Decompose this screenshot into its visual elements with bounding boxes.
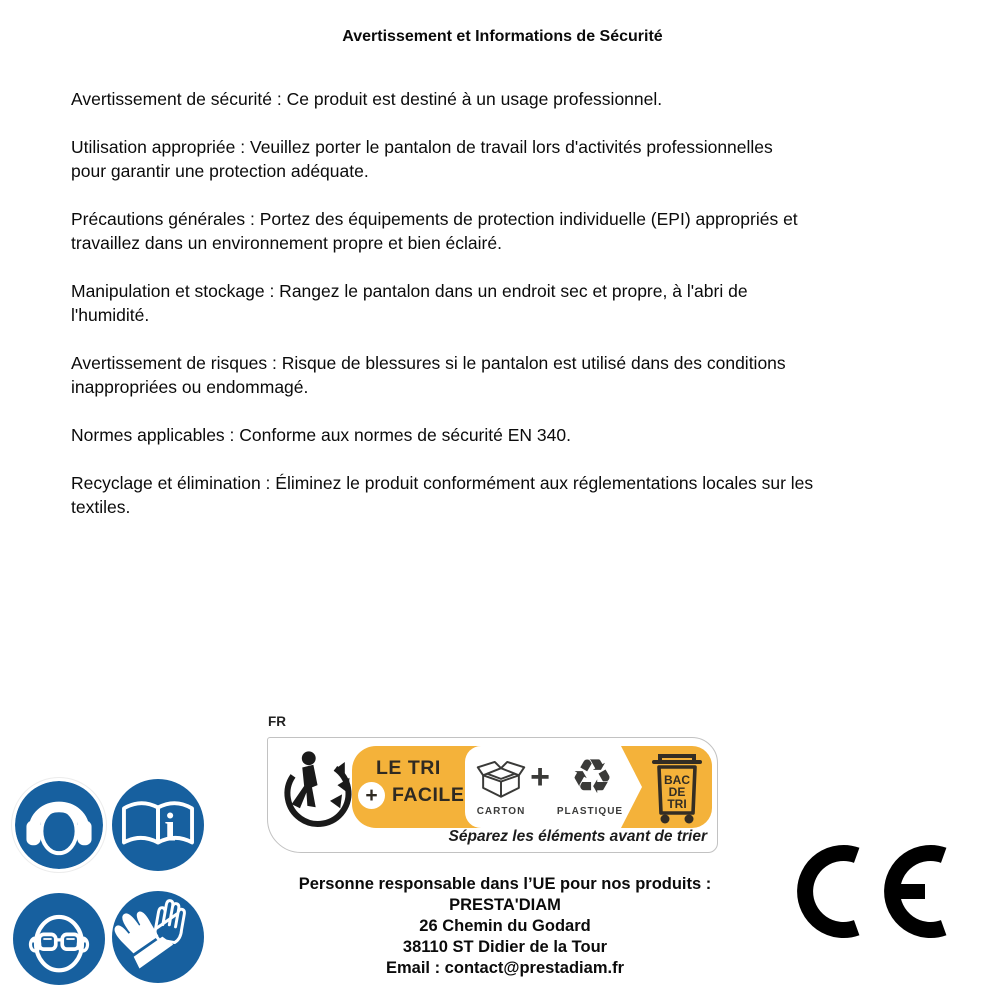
carton-box-icon	[476, 757, 526, 799]
ce-mark-logo	[797, 843, 947, 940]
paragraph-handling-storage	[71, 279, 1005, 327]
contact-email: Email : contact@prestadiam.fr	[386, 959, 624, 977]
carton-label: CARTON	[476, 806, 526, 817]
bin-text-line: BAC	[664, 773, 690, 787]
paragraph-line: Précautions générales : Portez des équipements de protection individuelle (EPI) appropriés et	[71, 209, 798, 229]
bin-text-line: DE	[668, 785, 686, 799]
contact-address-street: 26 Chemin du Godard	[419, 917, 591, 935]
paragraph-safety-warning	[71, 87, 1005, 111]
plus-circle-icon: +	[358, 782, 385, 809]
paragraph-line: l'humidité.	[71, 305, 150, 325]
paragraph-line: textiles.	[71, 497, 131, 517]
plus-separator-icon: +	[530, 758, 550, 796]
triman-icon	[281, 747, 355, 838]
bin-text-line: TRI	[667, 797, 687, 811]
plastique-label: PLASTIQUE	[556, 806, 624, 817]
paragraph-standards	[71, 423, 1005, 447]
page-title: Avertissement et Informations de Sécurité	[342, 28, 663, 45]
paragraph-line: pour garantir une protection adéquate.	[71, 161, 369, 181]
paragraph-recycling	[71, 471, 1005, 519]
paragraph-general-precautions	[71, 207, 1005, 255]
sorting-bin-icon	[651, 749, 703, 825]
infotri-footer-note: Séparez les éléments avant de trier	[448, 828, 707, 845]
contact-address-city: 38110 ST Didier de la Tour	[402, 938, 608, 956]
read-instruction-manual-icon	[112, 779, 204, 871]
info-letter-glyph: i	[164, 804, 176, 850]
wear-protective-gloves-icon	[112, 891, 204, 983]
paragraph-line: Manipulation et stockage : Rangez le pantalon dans un endroit sec et propre, à l'abri de	[71, 281, 748, 301]
paragraph-line: Utilisation appropriée : Veuillez porter le pantalon de travail lors d'activités professionnelles	[71, 137, 773, 157]
wear-eye-protection-icon	[13, 893, 105, 985]
wear-ear-protection-icon	[15, 781, 103, 869]
paragraph-risk-warning	[71, 351, 1005, 399]
country-code-label: FR	[268, 714, 286, 729]
contact-line-intro: Personne responsable dans l’UE pour nos produits :	[298, 875, 712, 893]
paragraph-line: travaillez dans un environnement propre et bien éclairé.	[71, 233, 502, 253]
paragraph-line: Recyclage et élimination : Éliminez le produit conformément aux réglementations locales sur les	[71, 473, 814, 493]
paragraph-line: Avertissement de risques : Risque de blessures si le pantalon est utilisé dans des conditions	[71, 353, 786, 373]
infotri-banner-line1: LE TRI	[376, 757, 441, 779]
paragraph-line: Avertissement de sécurité : Ce produit est destiné à un usage professionnel.	[71, 89, 663, 109]
infotri-banner-line2: FACILE	[392, 784, 465, 806]
infotri-yellow-banner	[352, 746, 712, 828]
plastic-recycling-icon: ♻	[570, 749, 614, 805]
safety-paragraphs	[0, 87, 1005, 519]
infotri-recycling-label	[267, 737, 718, 853]
responsible-person-block	[240, 874, 770, 979]
paragraph-line: inappropriées ou endommagé.	[71, 377, 309, 397]
paragraph-proper-use	[71, 135, 1005, 183]
paragraph-line: Normes applicables : Conforme aux normes de sécurité EN 340.	[71, 425, 571, 445]
contact-company-name: PRESTA'DIAM	[449, 896, 561, 914]
